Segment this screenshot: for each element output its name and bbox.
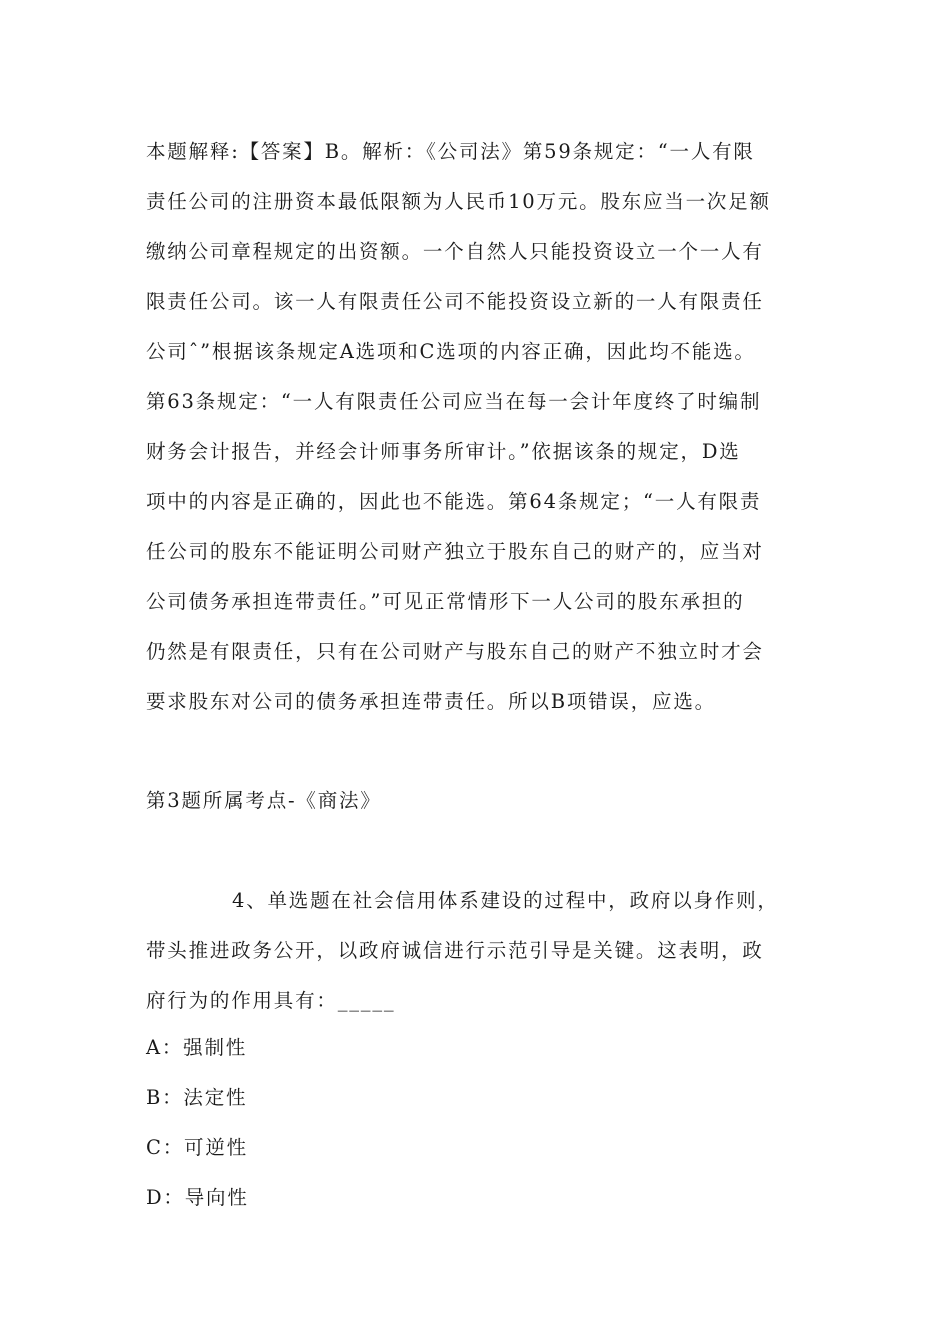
explanation-line: 要求股东对公司的债务承担连带责任。所以B项错误，应选。 bbox=[146, 690, 716, 713]
explanation-line: 限责任公司。该一人有限责任公司不能投资设立新的一人有限责任 bbox=[146, 290, 764, 313]
explanation-line: 本题解释:【答案】B。解析：《公司法》第59条规定：“一人有限 bbox=[146, 140, 755, 163]
explanation-line: 任公司的股东不能证明公司财产独立于股东自己的财产的，应当对 bbox=[146, 540, 764, 563]
explanation-line: 项中的内容是正确的，因此也不能选。第64条规定；“一人有限责 bbox=[146, 490, 762, 513]
option-d: D：导向性 bbox=[146, 1186, 249, 1209]
explanation-line: 缴纳公司章程规定的出资额。一个自然人只能投资设立一个一人有 bbox=[146, 240, 764, 263]
answer-options bbox=[146, 1023, 826, 1223]
explanation-line: 公司债务承担连带责任。”可见正常情形下一人公司的股东承担的 bbox=[146, 590, 745, 613]
explanation-line: 责任公司的注册资本最低限额为人民币10万元。股东应当一次足额 bbox=[146, 190, 771, 213]
option-a: A：强制性 bbox=[146, 1036, 248, 1059]
explanation-line: 第63条规定：“一人有限责任公司应当在每一会计年度终了时编制 bbox=[146, 390, 762, 413]
option-b: B：法定性 bbox=[146, 1086, 248, 1109]
explanation-line: 公司ˆ”根据该条规定A选项和C选项的内容正确，因此均不能选。 bbox=[146, 340, 756, 363]
knowledge-point-text: 第3题所属考点-《商法》 bbox=[146, 789, 382, 812]
question-stem bbox=[146, 876, 826, 1026]
explanation-line: 仍然是有限责任，只有在公司财产与股东自己的财产不独立时才会 bbox=[146, 640, 764, 663]
question-line: 府行为的作用具有：_____ bbox=[146, 989, 396, 1012]
question-line: 带头推进政务公开，以政府诚信进行示范引导是关键。这表明，政 bbox=[146, 939, 764, 962]
question-line: 4、单选题在社会信用体系建设的过程中，政府以身作则， bbox=[232, 889, 779, 912]
knowledge-point bbox=[146, 776, 826, 826]
option-c: C：可逆性 bbox=[146, 1136, 248, 1159]
answer-explanation bbox=[146, 127, 826, 727]
explanation-line: 财务会计报告，并经会计师事务所审计。”依据该条的规定，D选 bbox=[146, 440, 741, 463]
